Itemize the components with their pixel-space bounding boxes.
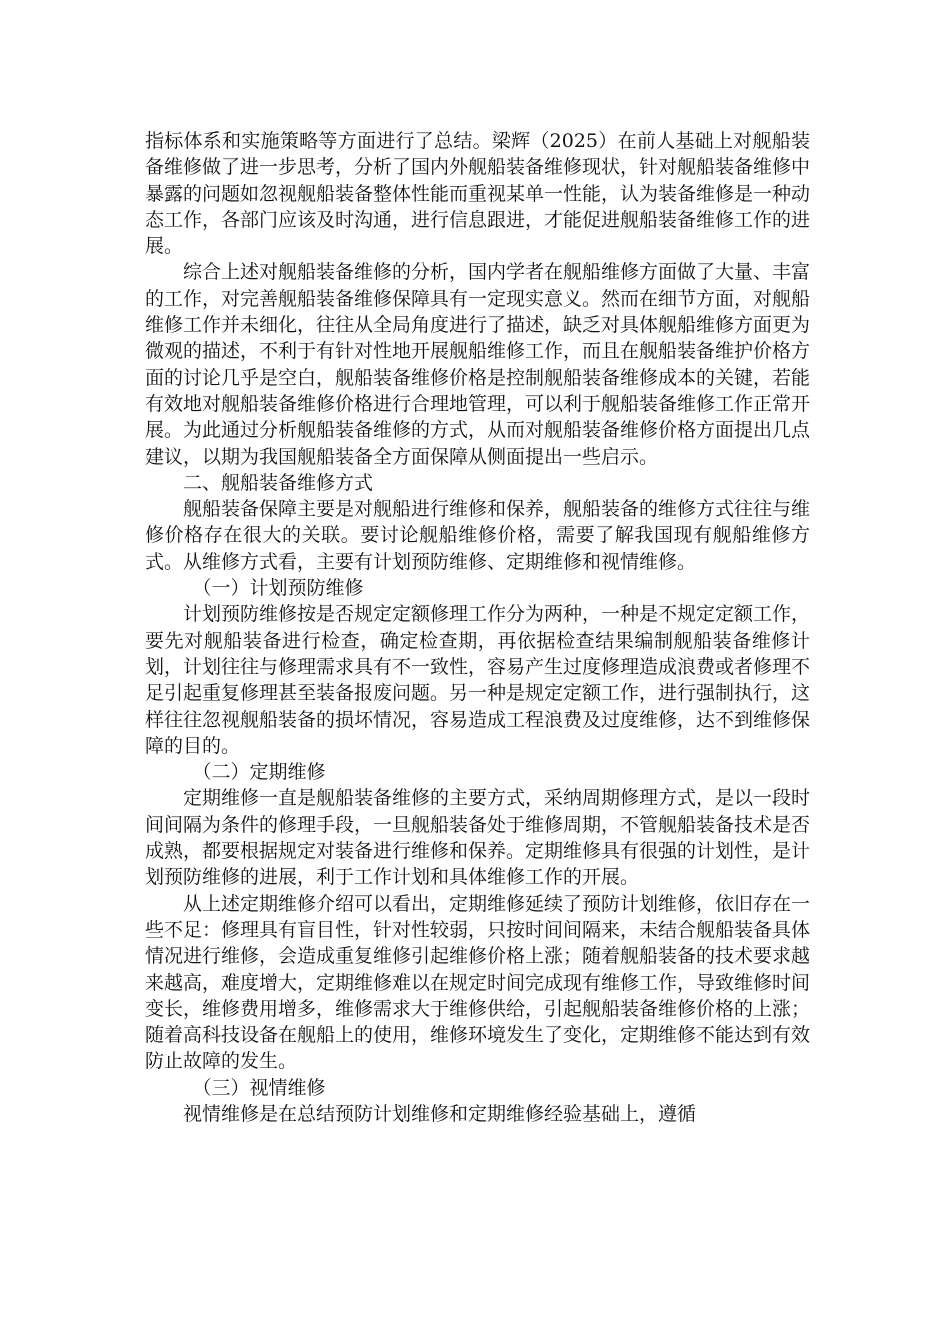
paragraph-repair-methods-intro: 舰船装备保障主要是对舰船进行维修和保养，舰船装备的维修方式往往与维修价格存在很大的关联。要讨论舰船维修价格，需要了解我国现有舰船维修方式。从维修方式看，主要有计划预防维修、定期维修和视情维修。 (145, 498, 811, 573)
paragraph-periodic-2: 从上述定期维修介绍可以看出，定期维修延续了预防计划维修，依旧存在一些不足：修理具有盲目性，针对性较弱，只按时间间隔来，未结合舰船装备具体情况进行维修，会造成重复维修引起维修价格上涨；随着舰船装备的技术要求越来越高，难度增大，定期维修难以在规定时间完成现有维修工作，导致维修时间变长，维修费用增多，维修需求大于维修供给，引起舰船装备维修价格的上涨；随着高科技设备在舰船上的使用，维修环境发生了变化，定期维修不能达到有效防止故障的发生。 (145, 892, 811, 1073)
paragraph-summary: 综合上述对舰船装备维修的分析，国内学者在舰船维修方面做了大量、丰富的工作，对完善舰船装备维修保障具有一定现实意义。然而在细节方面，对舰船维修工作并未细化，往往从全局角度进行了描述，缺乏对具体舰船维修方面更为微观的描述，不利于有针对性地开展舰船维修工作，而且在舰船装备维护价格方面的讨论几乎是空白，舰船装备维修价格是控制舰船装备维修成本的关键，若能有效地对舰船装备维修价格进行合理地管理，可以利于舰船装备维修工作正常开展。为此通过分析舰船装备维修的方式，从而对舰船装备维修价格方面提出几点建议，以期为我国舰船装备全方面保障从侧面提出一些启示。 (145, 261, 811, 468)
paragraph-literature-review-end: 指标体系和实施策略等方面进行了总结。梁辉（2025）在前人基础上对舰船装备维修做了进一步思考，分析了国内外舰船装备维修现状，针对舰船装备维修中暴露的问题如忽视舰船装备整体性能而重视某单一性能，认为装备维修是一种动态工作，各部门应该及时沟通，进行信息跟进，才能促进舰船装备维修工作的进展。 (145, 130, 811, 258)
section-heading-repair-methods: 二、舰船装备维修方式 (183, 471, 374, 494)
paragraph-planned-preventive: 计划预防维修按是否规定定额修理工作分为两种，一种是不规定定额工作，要先对舰船装备进行检查，确定检查期，再依据检查结果编制舰船装备维修计划，计划往往与修理需求具有不一致性，容易产生过度修理造成浪费或者修理不足引起重复修理甚至装备报废问题。另一种是规定定额工作，进行强制执行，这样往往忽视舰船装备的损坏情况，容易造成工程浪费及过度维修，达不到维修保障的目的。 (145, 603, 811, 757)
subheading-periodic: （二）定期维修 (192, 761, 326, 784)
paragraph-condition-based: 视情维修是在总结预防计划维修和定期维修经验基础上，遵循 (183, 1102, 697, 1125)
subheading-condition-based: （三）视情维修 (192, 1076, 326, 1099)
document-body (145, 128, 810, 1127)
subheading-planned-preventive: （一）计划预防维修 (192, 577, 364, 600)
paragraph-periodic-1: 定期维修一直是舰船装备维修的主要方式，采纳周期修理方式，是以一段时间间隔为条件的修理手段，一旦舰船装备处于维修周期，不管舰船装备技术是否成熟，都要根据规定对装备进行维修和保养。定期维修具有很强的计划性，是计划预防维修的进展，利于工作计划和具体维修工作的开展。 (145, 787, 811, 889)
